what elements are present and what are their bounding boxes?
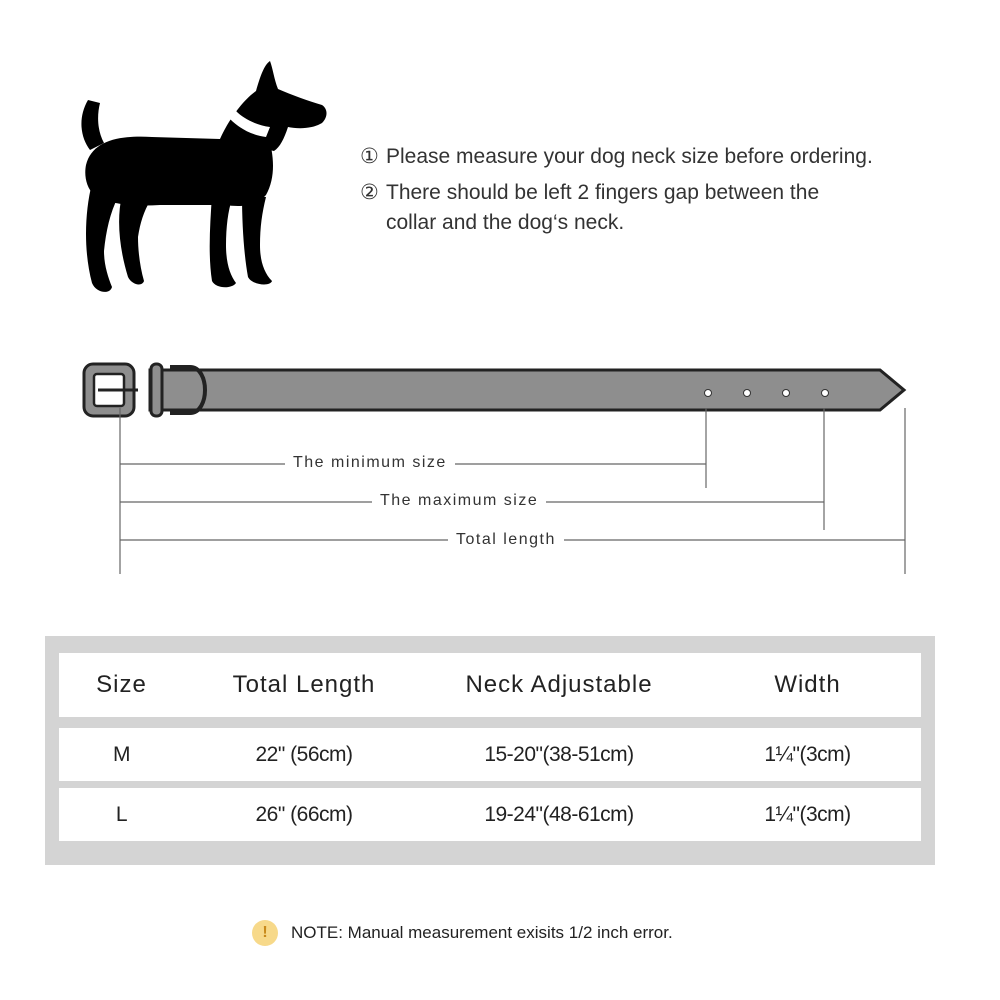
- step-2-text-line-2: collar and the dog‘s neck.: [386, 211, 625, 234]
- header-neck-adjustable: Neck Adjustable: [465, 671, 653, 698]
- instruction-step-2: [360, 178, 980, 208]
- header-width: Width: [774, 671, 841, 698]
- cell-neck-adjustable: 15-20"(38-51cm): [484, 742, 634, 766]
- cell-total-length: 26" (66cm): [255, 802, 353, 826]
- table-header-row: [59, 653, 921, 717]
- step-2-number: ②: [360, 181, 379, 204]
- cell-size: M: [113, 742, 130, 766]
- cell-total-length: 22" (56cm): [255, 742, 353, 766]
- collar-measurement-diagram: [0, 350, 1000, 590]
- instruction-step-1: [360, 142, 980, 172]
- size-table: [45, 636, 935, 865]
- keeper-loop: [151, 364, 162, 416]
- dog-silhouette-illustration: [70, 55, 340, 300]
- collar-hole: [705, 390, 712, 397]
- table-row: [59, 728, 921, 781]
- collar-hole: [783, 390, 790, 397]
- header-size: Size: [96, 671, 147, 698]
- cell-neck-adjustable: 19-24"(48-61cm): [484, 802, 634, 826]
- table-row: [59, 788, 921, 841]
- total-length-label: Total length: [448, 530, 564, 550]
- measurement-note: [252, 919, 673, 947]
- minimum-size-label: The minimum size: [285, 453, 455, 473]
- maximum-size-label: The maximum size: [372, 491, 546, 511]
- measurement-instructions: [360, 142, 980, 238]
- header-total-length: Total Length: [232, 671, 376, 698]
- step-2-text-line-1: There should be left 2 fingers gap between the: [386, 181, 820, 204]
- cell-width: 1¼"(3cm): [764, 742, 851, 766]
- note-text: NOTE: Manual measurement exisits 1/2 inch error.: [291, 923, 673, 942]
- exclamation-icon: !: [252, 920, 278, 946]
- collar-hole: [822, 390, 829, 397]
- collar-hole: [744, 390, 751, 397]
- collar-strap: [150, 370, 904, 410]
- step-1-text: Please measure your dog neck size before ordering.: [386, 145, 873, 168]
- step-1-number: ①: [360, 145, 379, 168]
- cell-size: L: [115, 802, 128, 826]
- cell-width: 1¼"(3cm): [764, 802, 851, 826]
